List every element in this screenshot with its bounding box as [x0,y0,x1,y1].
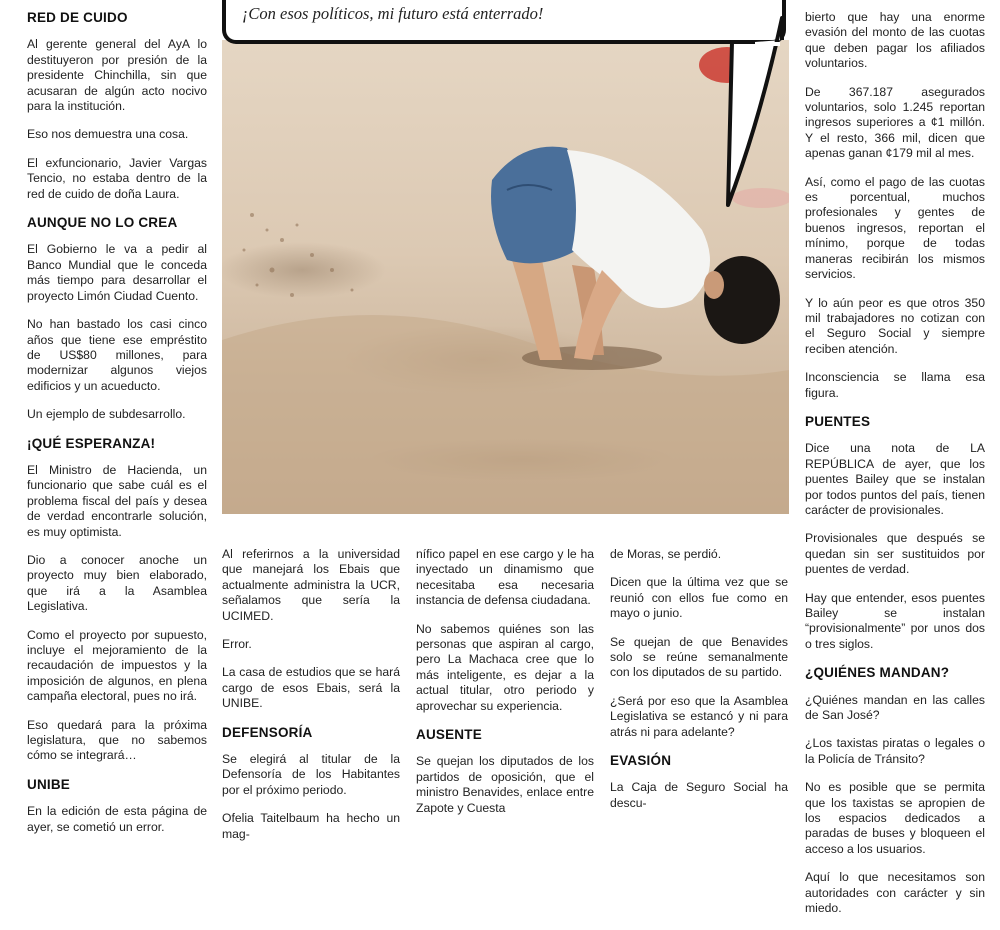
paragraph: No han bastado los casi cinco años que tiene ese empréstito de US$80 millones, para modernizar algunos viejos edificios y un acueducto. [27,317,207,393]
paragraph: Ofelia Taitelbaum ha hecho un mag- [222,811,400,841]
paragraph: ¿Quiénes mandan en las calles de San José? [805,692,985,723]
paragraph: De 367.187 asegurados voluntarios, solo 1.245 reportan ingresos superiores a ¢1 millón. Y el resto, 366 mil, dicen que apenas ganan ¢179 mil al mes. [805,84,985,161]
paragraph: Dicen que la última vez que se reunió con ellos fue como en mayo o junio. [610,575,788,621]
paragraph: Un ejemplo de subdesarrollo. [27,407,186,422]
paragraph: ¿Será por eso que la Asamblea Legislativa se estancó y ni para atrás ni para adelante? [610,693,788,739]
paragraph: Dice una nota de LA REPÚBLICA de ayer, que los puentes Bailey que se instalan por todos puntos del país, tienen carácter de provisionales. [805,441,985,517]
paragraph: El exfuncionario, Javier Vargas Tencio, no estaba dentro de la red de cuido de doña Laura. [27,155,207,201]
paragraph: bierto que hay una enorme evasión del monto de las cuotas que deben pagar los afiliados voluntarios. [805,10,985,71]
paragraph: Y lo aún peor es que otros 350 mil trabajadores no cotizan con el Seguro Social y siempre reciben atención. [805,295,985,356]
paragraph: No es posible que se permita que los taxistas se apropien de los espacios dedicados a paradas de buses y bloqueen el acceso a los usuarios. [805,780,985,856]
heading-unibe: UNIBE [27,776,71,792]
paragraph: El Gobierno le va a pedir al Banco Mundial que le conceda más tiempo para desarrollar el proyecto Limón Ciudad Cuento. [27,242,207,303]
paragraph: La Caja de Seguro Social ha descu- [610,780,788,810]
paragraph: En la edición de esta página de ayer, se cometió un error. [27,804,207,834]
heading-quienes-mandan: ¿QUIÉNES MANDAN? [805,665,950,681]
heading-aunque-no-lo-crea: AUNQUE NO LO CREA [27,215,178,231]
heading-red-de-cuido: RED DE CUIDO [27,10,128,25]
paragraph: Se quejan los diputados de los partidos de oposición, que el ministro Benavides, enlace entre Zapote y Cuesta [416,754,594,815]
heading-defensoria: DEFENSORÍA [222,724,313,740]
paragraph: Provisionales que después se quedan sin ser sustituidos por puentes de verdad. [805,531,985,577]
paragraph: Error. [222,637,252,652]
paragraph: Se elegirá al titular de la Defensoría de los Habitantes por el próximo periodo. [222,752,400,797]
paragraph: El Ministro de Hacienda, un funcionario que sabe cuál es el problema fiscal del país y desea de verdad encontrarle solución, es muy optimista. [27,462,207,539]
paragraph: Como el proyecto por supuesto, incluye el mejoramiento de la recaudación de impuestos y la imposición de algunos, en plena campaña electoral, pues no irá. [27,627,207,704]
heading-puentes: PUENTES [805,413,871,429]
column-2 [222,547,400,855]
paragraph: La casa de estudios que se hará cargo de esos Ebais, será la UNIBE. [222,665,400,711]
column-5 [805,10,985,930]
paragraph: ¿Los taxistas piratas o legales o la Policía de Tránsito? [805,736,985,766]
paragraph: Inconsciencia se llama esa figura. [805,370,985,400]
column-4 [610,547,788,824]
paragraph: Eso quedará para la próxima legislatura, que no sabemos cómo se integrará… [27,717,207,763]
paragraph: Dio a conocer anoche un proyecto muy bien elaborado, que irá a la Asamblea Legislativa. [27,552,207,614]
paragraph: Al referirnos a la universidad que manejará los Ebais que actualmente administra la UCR, señalamos que sería la UCIMED. [222,547,400,623]
heading-ausente: AUSENTE [416,727,482,743]
paragraph: Aquí lo que necesitamos son autoridades con carácter y sin miedo. [805,870,985,916]
paragraph: No sabemos quiénes son las personas que aspiran al cargo, pero La Machaca cree que lo más inteligente, es dejar a la actual titular, otro periodo y aprovechar su experiencia. [416,621,594,713]
paragraph: nífico papel en ese cargo y le ha inyectado un dinamismo que necesitaba esa necesaria instancia de defensa ciudadana. [416,547,594,608]
speech-bubble-text: ¡Con esos políticos, mi futuro está enterrado! [242,4,544,23]
paragraph: Al gerente general del AyA lo destituyeron por presión de la presidente Chinchilla, sin que acusaran de algún acto nocivo para la institución. [27,37,207,114]
paragraph: Hay que entender, esos puentes Bailey se instalan “provisionalmente” por unos dos o tres siglos. [805,590,985,651]
column-3 [416,547,594,829]
paragraph: Así, como el pago de las cuotas es porcentual, muchos profesionales y gentes de buenos ingresos, reportan el mínimo, porque de todas maneras recibirán los mismos servicios. [805,174,985,282]
paragraph: de Moras, se perdió. [610,547,722,561]
heading-que-esperanza: ¡QUÉ ESPERANZA! [27,435,156,451]
heading-evasion: EVASIÓN [610,753,672,769]
paragraph: Eso nos demuestra una cosa. [27,127,189,142]
paragraph: Se quejan de que Benavides solo se reúne semanalmente con los diputados de su partido. [610,634,788,680]
